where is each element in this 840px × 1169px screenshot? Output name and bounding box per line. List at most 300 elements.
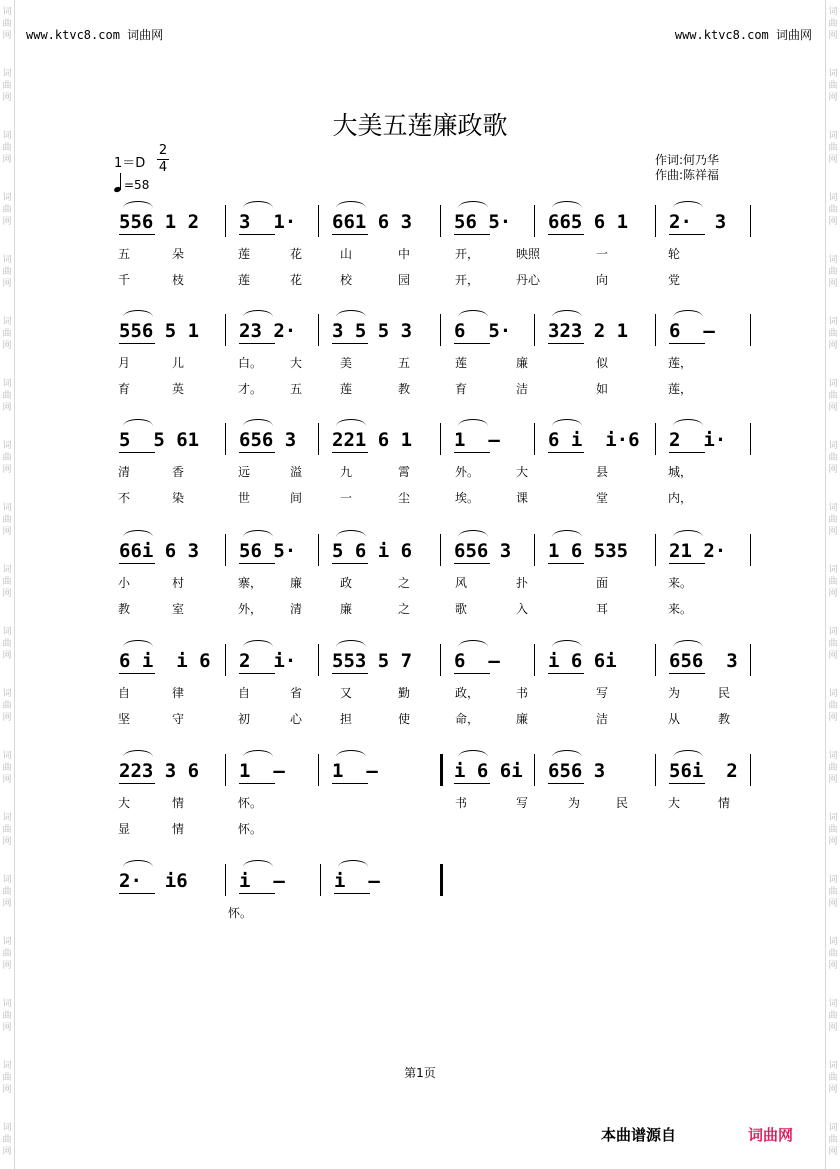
lyric-syllable: 教 [398, 382, 411, 396]
watermark-text: 词 曲 网 [2, 255, 12, 289]
bar-line [750, 205, 751, 237]
lyric-syllable: 堂 [596, 491, 609, 505]
lyric-syllable: 内， [668, 491, 693, 505]
bar-line [225, 423, 226, 455]
measure-notes: 3 5 5 3 [332, 320, 413, 342]
lyric-syllable: 如 [596, 382, 609, 396]
watermark-text: 词 曲 网 [828, 255, 838, 289]
watermark-text: 词 曲 网 [828, 503, 838, 537]
beam-underline [119, 452, 155, 453]
lyric-syllable: 寨， [238, 576, 263, 590]
beam-underline [454, 563, 490, 564]
slur-mark [458, 201, 488, 208]
beam-underline [454, 343, 490, 344]
slur-mark [552, 310, 582, 317]
lyric-syllable: 轮 [668, 247, 681, 261]
watermark-text: 词 曲 网 [828, 999, 838, 1033]
lyric-syllable: 大 [118, 796, 131, 810]
bar-line [318, 314, 319, 346]
watermark-text: 词 曲 网 [2, 441, 12, 475]
beam-underline [454, 234, 490, 235]
beam-underline [669, 343, 705, 344]
lyric-syllable: 花 [290, 247, 303, 261]
bar-line [440, 534, 441, 566]
lyric-syllable: 课 [516, 491, 529, 505]
beam-underline [548, 343, 584, 344]
lyric-syllable: 民 [718, 686, 731, 700]
bar-line [750, 754, 751, 786]
beam-underline [239, 234, 275, 235]
lyric-syllable: 远 [238, 465, 251, 479]
bar-line [534, 205, 535, 237]
footer-source-label: 本曲谱源自 [601, 1126, 677, 1144]
watermark-text: 词 曲 网 [2, 937, 12, 971]
lyric-syllable: 香 [172, 465, 185, 479]
bar-line [655, 423, 656, 455]
slur-mark [243, 860, 273, 867]
lyric-syllable: 勤 [398, 686, 411, 700]
bar-line [318, 754, 319, 786]
site-url-left[interactable]: www.ktvc8.com 词曲网 [26, 28, 164, 42]
bar-line [655, 644, 656, 676]
lyric-syllable: 洁 [516, 382, 529, 396]
watermark-text: 词 曲 网 [828, 937, 838, 971]
beam-underline [332, 452, 368, 453]
lyric-syllable: 面 [596, 576, 609, 590]
lyric-syllable: 外， [238, 602, 263, 616]
measure-notes: i – [334, 870, 380, 892]
measure-notes: 6 5· [454, 320, 512, 342]
measure-notes: 56 5· [239, 540, 297, 562]
beam-underline [119, 563, 155, 564]
slur-mark [123, 860, 153, 867]
lyric-syllable: 情 [172, 796, 185, 810]
lyric-syllable: 县 [596, 465, 609, 479]
measure-notes: 6 i i·6 [548, 429, 640, 451]
composer: 作曲:陈祥福 [655, 168, 720, 182]
lyric-syllable: 风 [455, 576, 468, 590]
staff-row [105, 644, 765, 680]
measure-notes: 553 5 7 [332, 650, 413, 672]
measure-notes: 6 – [454, 650, 500, 672]
measure-notes: i 6 6i [548, 650, 617, 672]
slur-mark [336, 419, 366, 426]
lyric-syllable: 来。 [668, 576, 693, 590]
beam-underline [548, 673, 584, 674]
measure-notes: 56i 2 [669, 760, 738, 782]
lyric-syllable: 一 [596, 247, 609, 261]
measure-notes: 661 6 3 [332, 211, 413, 233]
slur-mark [243, 530, 273, 537]
measure-notes: 656 3 [669, 650, 738, 672]
staff-row [105, 314, 765, 350]
lyric-syllable: 廉 [516, 712, 529, 726]
lyric-syllable: 莲 [238, 273, 251, 287]
watermark-text: 词 曲 网 [828, 813, 838, 847]
lyric-syllable: 清 [290, 602, 303, 616]
bar-line [225, 644, 226, 676]
beam-underline [332, 673, 368, 674]
staff-row [105, 534, 765, 570]
bar-line [225, 314, 226, 346]
measure-notes: 1 6 535 [548, 540, 629, 562]
slur-mark [673, 310, 703, 317]
watermark-text: 词 曲 网 [2, 689, 12, 723]
lyric-syllable: 廉 [290, 576, 303, 590]
beam-underline [669, 452, 705, 453]
lyric-syllable: 育 [118, 382, 131, 396]
bar-line [225, 754, 226, 786]
lyric-syllable: 教 [118, 602, 131, 616]
lyric-syllable: 政， [455, 686, 480, 700]
lyric-syllable: 枝 [172, 273, 185, 287]
lyric-syllable: 开， [455, 247, 480, 261]
beam-underline [239, 893, 275, 894]
lyric-syllable: 显 [118, 822, 131, 836]
slur-mark [123, 640, 153, 647]
lyric-syllable: 守 [172, 712, 185, 726]
measure-notes: 556 1 2 [119, 211, 200, 233]
lyric-syllable: 从 [668, 712, 681, 726]
bar-line [655, 754, 656, 786]
beam-underline [454, 452, 490, 453]
lyric-syllable: 自 [118, 686, 131, 700]
watermark-text: 词 曲 网 [2, 503, 12, 537]
measure-notes: 223 3 6 [119, 760, 200, 782]
lyric-syllable: 廉 [516, 356, 529, 370]
lyric-syllable: 莲 [455, 356, 468, 370]
bar-line [318, 205, 319, 237]
bar-line [440, 754, 443, 786]
measure-notes: 3 1· [239, 211, 297, 233]
measure-notes: 1 – [239, 760, 285, 782]
beam-underline [548, 452, 584, 453]
bar-line [318, 534, 319, 566]
measure-notes: 2· i6 [119, 870, 188, 892]
site-url-right[interactable]: www.ktvc8.com 词曲网 [674, 28, 812, 42]
beam-underline [119, 893, 155, 894]
lyric-syllable: 世 [238, 491, 251, 505]
lyric-syllable: 政 [340, 576, 353, 590]
lyric-syllable: 使 [398, 712, 411, 726]
lyric-syllable: 又 [340, 686, 353, 700]
measure-notes: i 6 6i [454, 760, 523, 782]
lyric-syllable: 中 [398, 247, 411, 261]
lyric-syllable: 洁 [596, 712, 609, 726]
watermark-text: 词 曲 网 [828, 875, 838, 909]
beam-underline [669, 563, 705, 564]
measure-notes: 66i 6 3 [119, 540, 200, 562]
lyric-syllable: 溢 [290, 465, 303, 479]
lyric-syllable: 命， [455, 712, 480, 726]
lyric-syllable: 自 [238, 686, 251, 700]
slur-mark [673, 530, 703, 537]
bar-line [750, 314, 751, 346]
lyric-syllable: 初 [238, 712, 251, 726]
lyric-syllable: 坚 [118, 712, 131, 726]
slur-mark [243, 750, 273, 757]
lyric-syllable: 染 [172, 491, 185, 505]
measure-notes: 556 5 1 [119, 320, 200, 342]
tempo-value: =58 [124, 178, 150, 192]
bar-line [655, 314, 656, 346]
watermark-text: 词 曲 网 [2, 193, 12, 227]
measure-notes: 23 2· [239, 320, 297, 342]
measure-notes: 656 3 [454, 540, 512, 562]
watermark-text: 词 曲 网 [2, 131, 12, 165]
lyric-syllable: 五 [118, 247, 131, 261]
lyric-syllable: 之 [398, 576, 411, 590]
slur-mark [336, 640, 366, 647]
beam-underline [332, 783, 368, 784]
measure-notes: 6 i i 6 [119, 650, 211, 672]
slur-mark [552, 530, 582, 537]
watermark-text: 词 曲 网 [828, 565, 838, 599]
quarter-note-icon [114, 172, 122, 192]
slur-mark [123, 310, 153, 317]
lyric-syllable: 霄 [398, 465, 411, 479]
lyric-syllable: 花 [290, 273, 303, 287]
measure-notes: 5 5 61 [119, 429, 200, 451]
bar-line [440, 423, 441, 455]
bar-line [750, 534, 751, 566]
bar-line [534, 534, 535, 566]
lyric-syllable: 歌 [455, 602, 468, 616]
lyric-syllable: 才。 [238, 382, 263, 396]
lyric-syllable: 丹心 [516, 273, 541, 287]
beam-underline [548, 563, 584, 564]
beam-underline [548, 234, 584, 235]
slur-mark [458, 750, 488, 757]
measure-notes: 21 2· [669, 540, 727, 562]
lyric-syllable: 似 [596, 356, 609, 370]
beam-underline [119, 343, 155, 344]
watermark-text: 词 曲 网 [2, 317, 12, 351]
slur-mark [243, 640, 273, 647]
lyric-syllable: 莲 [238, 247, 251, 261]
watermark-text: 词 曲 网 [828, 131, 838, 165]
beam-underline [454, 673, 490, 674]
staff-row [105, 205, 765, 241]
bar-line [534, 644, 535, 676]
lyric-syllable: 为 [668, 686, 681, 700]
lyric-syllable: 山 [340, 247, 353, 261]
song-title: 大美五莲廉政歌 [332, 111, 508, 140]
measure-notes: 323 2 1 [548, 320, 629, 342]
lyric-syllable: 怀。 [238, 822, 263, 836]
lyric-syllable: 教 [718, 712, 731, 726]
watermark-text: 词 曲 网 [828, 441, 838, 475]
lyric-syllable: 开， [455, 273, 480, 287]
key-signature: 1＝D [114, 156, 146, 171]
watermark-text: 词 曲 网 [828, 1061, 838, 1095]
slur-mark [123, 201, 153, 208]
beam-underline [332, 563, 368, 564]
lyric-syllable: 育 [455, 382, 468, 396]
beam-underline [669, 783, 705, 784]
slur-mark [458, 419, 488, 426]
lyric-syllable: 月 [118, 356, 131, 370]
bar-line [440, 644, 441, 676]
watermark-text: 词 曲 网 [2, 1061, 12, 1095]
beam-underline [332, 343, 368, 344]
lyric-syllable: 莲 [340, 382, 353, 396]
lyric-syllable: 入 [516, 602, 529, 616]
slur-mark [458, 530, 488, 537]
lyric-syllable: 小 [118, 576, 131, 590]
time-signature [157, 144, 169, 175]
lyric-syllable: 律 [172, 686, 185, 700]
slur-mark [243, 201, 273, 208]
bar-line [534, 423, 535, 455]
lyric-syllable: 向 [596, 273, 609, 287]
staff-row [105, 423, 765, 459]
beam-underline [454, 783, 490, 784]
measure-notes: i – [239, 870, 285, 892]
lyric-syllable: 五 [290, 382, 303, 396]
watermark-text: 词 曲 网 [2, 379, 12, 413]
slur-mark [336, 310, 366, 317]
slur-mark [336, 750, 366, 757]
measure-notes: 2 i· [239, 650, 297, 672]
lyric-syllable: 清 [118, 465, 131, 479]
slur-mark [123, 530, 153, 537]
watermark-text: 词 曲 网 [828, 317, 838, 351]
watermark-text: 词 曲 网 [2, 813, 12, 847]
lyric-syllable: 大 [516, 465, 529, 479]
bar-line [750, 644, 751, 676]
lyric-syllable: 怀。 [238, 796, 263, 810]
measure-notes: 56 5· [454, 211, 512, 233]
beam-underline [334, 893, 370, 894]
lyric-syllable: 民 [616, 796, 629, 810]
lyric-syllable: 间 [290, 491, 303, 505]
lyric-syllable: 书 [516, 686, 529, 700]
measure-notes: 2 i· [669, 429, 727, 451]
lyric-syllable: 儿 [172, 356, 185, 370]
watermark-text: 词 曲 网 [828, 7, 838, 41]
beam-underline [119, 673, 155, 674]
slur-mark [552, 419, 582, 426]
bar-line [440, 205, 441, 237]
bar-line [534, 754, 535, 786]
lyric-syllable: 情 [172, 822, 185, 836]
lyric-syllable: 心 [290, 712, 303, 726]
measure-notes: 665 6 1 [548, 211, 629, 233]
lyric-syllable: 扑 [516, 576, 529, 590]
watermark-text: 词 曲 网 [2, 627, 12, 661]
measure-notes: 1 – [332, 760, 378, 782]
beam-underline [119, 234, 155, 235]
beam-underline [239, 452, 275, 453]
bar-line [318, 644, 319, 676]
lyric-syllable: 党 [668, 273, 681, 287]
slur-mark [338, 860, 368, 867]
measure-notes: 1 – [454, 429, 500, 451]
slur-mark [552, 750, 582, 757]
bar-line [750, 423, 751, 455]
lyric-syllable: 五 [398, 356, 411, 370]
beam-underline [239, 563, 275, 564]
lyricist: 作词:何乃华 [655, 153, 720, 167]
staff-row [105, 864, 765, 900]
lyric-syllable: 之 [398, 602, 411, 616]
lyric-syllable: 书 [455, 796, 468, 810]
lyric-syllable: 城， [668, 465, 693, 479]
slur-mark [243, 419, 273, 426]
lyric-syllable: 朵 [172, 247, 185, 261]
footer-brand-link[interactable]: 词曲网 [748, 1126, 794, 1144]
lyric-syllable: 外。 [455, 465, 480, 479]
watermark-text: 词 曲 网 [2, 7, 12, 41]
measure-notes: 221 6 1 [332, 429, 413, 451]
watermark-text: 词 曲 网 [828, 751, 838, 785]
lyric-syllable: 廉 [340, 602, 353, 616]
watermark-text: 词 曲 网 [828, 193, 838, 227]
measure-notes: 656 3 [548, 760, 606, 782]
lyric-syllable: 英 [172, 382, 185, 396]
slur-mark [123, 419, 153, 426]
lyric-syllable: 园 [398, 273, 411, 287]
bar-line [440, 864, 443, 896]
lyric-syllable: 大 [290, 356, 303, 370]
bar-line [655, 534, 656, 566]
lyric-syllable: 不 [118, 491, 131, 505]
bar-line [534, 314, 535, 346]
slur-mark [673, 419, 703, 426]
watermark-text: 词 曲 网 [2, 751, 12, 785]
watermark-text: 词 曲 网 [2, 999, 12, 1033]
page-number: 第1页 [404, 1066, 436, 1080]
measure-notes: 6 – [669, 320, 715, 342]
slur-mark [243, 310, 273, 317]
lyric-syllable: 担 [340, 712, 353, 726]
measure-notes: 656 3 [239, 429, 297, 451]
beam-underline [239, 783, 275, 784]
beam-underline [332, 234, 368, 235]
watermark-text: 词 曲 网 [828, 627, 838, 661]
slur-mark [458, 310, 488, 317]
lyric-syllable: 省 [290, 686, 303, 700]
lyric-syllable: 埃。 [455, 491, 480, 505]
beam-underline [669, 234, 705, 235]
lyric-syllable: 校 [340, 273, 353, 287]
lyric-syllable: 情 [718, 796, 731, 810]
lyric-syllable: 大 [668, 796, 681, 810]
bar-line [320, 864, 321, 896]
slur-mark [458, 640, 488, 647]
lyric-syllable: 写 [596, 686, 609, 700]
beam-underline [119, 783, 155, 784]
slur-mark [552, 640, 582, 647]
watermark-text: 词 曲 网 [828, 69, 838, 103]
bar-line [225, 205, 226, 237]
measure-notes: 2· 3 [669, 211, 727, 233]
lyric-syllable: 九 [340, 465, 353, 479]
lyric-syllable: 莲， [668, 356, 693, 370]
beam-underline [548, 783, 584, 784]
lyric-syllable: 耳 [596, 602, 609, 616]
lyric-syllable: 白。 [238, 356, 263, 370]
beam-underline [669, 673, 705, 674]
measure-notes: 5 6 i 6 [332, 540, 413, 562]
lyric-syllable: 千 [118, 273, 131, 287]
watermark-text: 词 曲 网 [2, 875, 12, 909]
staff-row [105, 754, 765, 790]
beam-underline [239, 673, 275, 674]
lyric-syllable: 一 [340, 491, 353, 505]
bar-line [655, 205, 656, 237]
